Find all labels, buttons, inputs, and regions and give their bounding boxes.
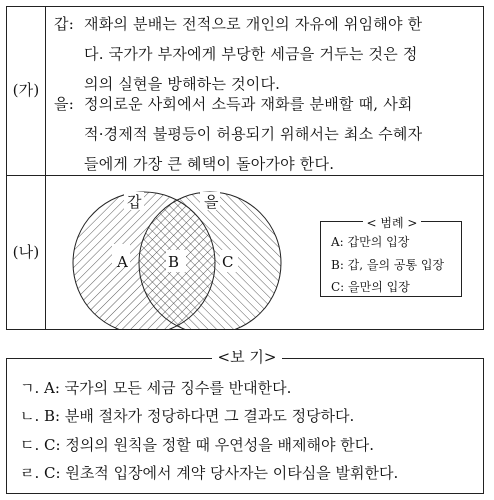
option-item-4: ㄹ. C: 원초적 입장에서 계약 당사자는 이타심을 발휘한다.	[20, 464, 399, 482]
venn-region-b: B	[168, 253, 180, 271]
gap-speaker: 갑:	[54, 15, 74, 33]
section-ga-label: (가)	[12, 81, 40, 99]
eul-line-1: 정의로운 사회에서 소득과 재화를 분배할 때, 사회	[84, 95, 413, 113]
eul-line-2: 적·경제적 불평등이 허용되기 위해서는 최소 수혜자	[84, 125, 423, 143]
venn-label-eul: 을	[204, 193, 219, 211]
legend-item-b: B: 갑, 을의 공통 입장	[331, 258, 445, 272]
venn-label-gap: 갑	[127, 193, 142, 211]
gap-line-2: 다. 국가가 부자에게 부당한 세금을 거두는 것은 정	[84, 45, 418, 63]
gap-line-1: 재화의 분배는 전적으로 개인의 자유에 위임해야 한	[84, 15, 423, 33]
venn-region-a: A	[117, 253, 128, 271]
eul-speaker: 을:	[54, 95, 74, 113]
options-title: <보 기>	[0, 346, 494, 367]
gap-line-3: 의의 실현을 방해하는 것이다.	[84, 75, 281, 93]
legend-item-a: A: 갑만의 입장	[331, 235, 410, 249]
legend-box	[320, 216, 462, 297]
option-item-1: ㄱ. A: 국가의 모든 세금 징수를 반대한다.	[20, 379, 292, 397]
legend-title: < 범례 >	[321, 214, 463, 231]
legend-item-c: C: 을만의 입장	[331, 280, 410, 294]
option-item-2: ㄴ. B: 분배 절차가 정당하다면 그 결과도 정당하다.	[20, 407, 355, 425]
section-na-label: (나)	[12, 243, 40, 261]
venn-region-c: C	[222, 253, 234, 271]
venn-diagram	[46, 176, 316, 329]
option-item-3: ㄷ. C: 정의의 원칙을 정할 때 우연성을 배제해야 한다.	[20, 436, 375, 454]
eul-line-3: 들에게 가장 큰 혜택이 돌아가야 한다.	[84, 155, 335, 173]
